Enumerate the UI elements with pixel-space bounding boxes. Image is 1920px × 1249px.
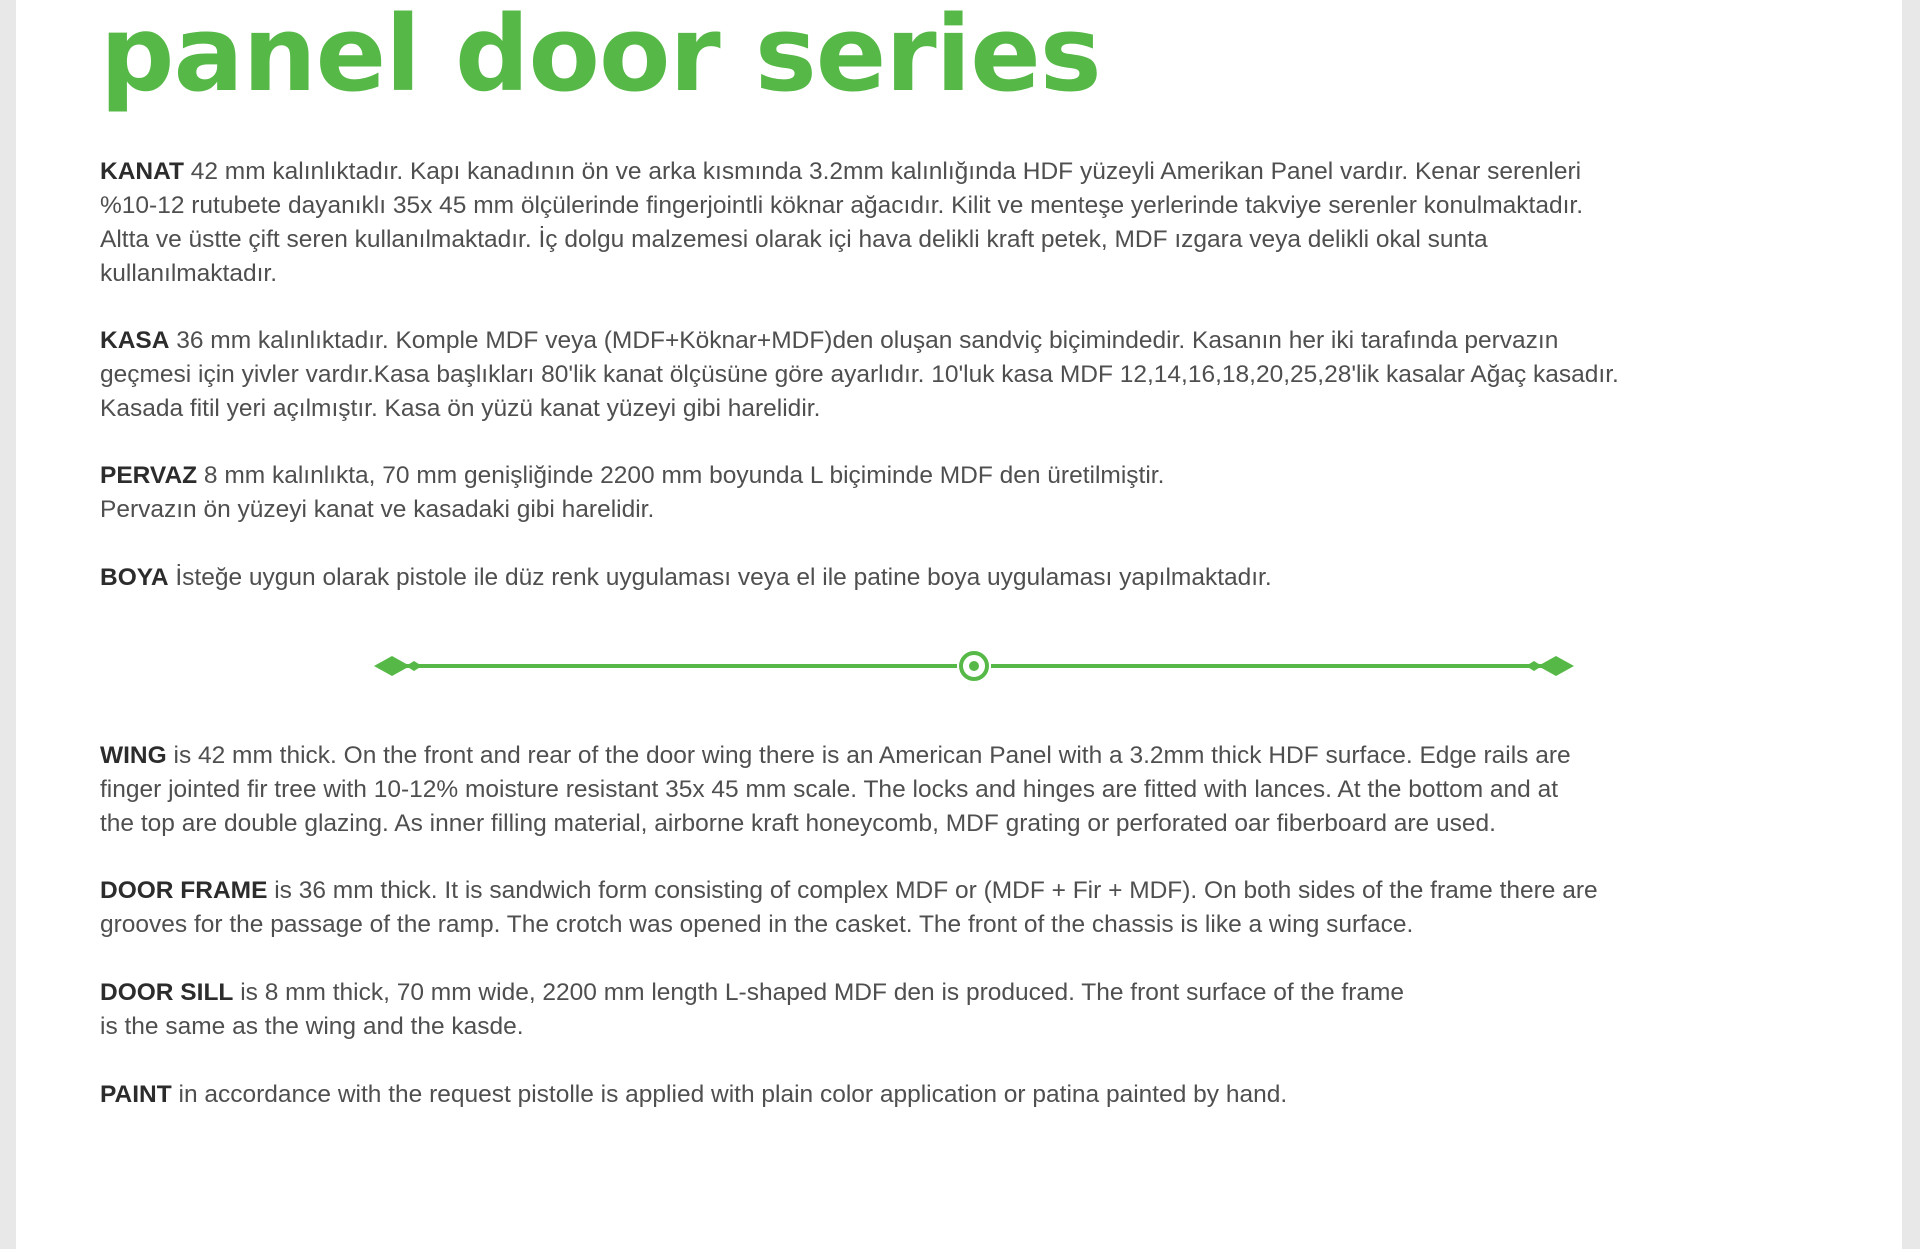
- section-line: 36 mm kalınlıktadır. Komple MDF veya (MDF+Köknar+MDF)den oluşan sandviç biçimindedir. Kasanın her iki tarafında pervazın: [169, 327, 1559, 354]
- page-title: panel door series: [100, 0, 1101, 115]
- section-wing: [100, 739, 1820, 841]
- section-line: İsteğe uygun olarak pistole ile düz renk uygulaması veya el ile patine boya uygulaması yapılmaktadır.: [168, 564, 1272, 591]
- document-page: [16, 0, 1902, 1249]
- section-term: BOYA: [100, 564, 169, 591]
- section-term: KASA: [100, 327, 170, 354]
- divider-circle-inner: [969, 661, 979, 671]
- section-line: grooves for the passage of the ramp. The crotch was opened in the casket. The front of the chassis is like a wing surface.: [100, 911, 1414, 938]
- section-line: Pervazın ön yüzeyi kanat ve kasadaki gibi harelidir.: [100, 496, 655, 523]
- section-door-sill: [100, 976, 1820, 1044]
- section-line: is 42 mm thick. On the front and rear of the door wing there is an American Panel with a 3.2mm thick HDF surface. Edge rails are: [166, 742, 1571, 769]
- section-kasa: [100, 324, 1820, 426]
- section-paint: [100, 1078, 1820, 1112]
- divider-diamond-right: [1538, 656, 1574, 676]
- section-term: DOOR SILL: [100, 979, 234, 1006]
- ornamental-divider: [370, 648, 1578, 684]
- section-line: geçmesi için yivler vardır.Kasa başlıkları 80'lik kanat ölçüsüne göre ayarlıdır. 10'luk kasa MDF 12,14,16,18,20,25,28'lik kasalar Ağaç kasadır.: [100, 361, 1619, 388]
- section-term: KANAT: [100, 158, 184, 185]
- section-door-frame: [100, 874, 1820, 942]
- section-term: DOOR FRAME: [100, 877, 268, 904]
- section-line: is 36 mm thick. It is sandwich form consisting of complex MDF or (MDF + Fir + MDF). On both sides of the frame there are: [267, 877, 1598, 904]
- section-line: 8 mm kalınlıkta, 70 mm genişliğinde 2200 mm boyunda L biçiminde MDF den üretilmiştir.: [197, 462, 1165, 489]
- section-line: the top are double glazing. As inner filling material, airborne kraft honeycomb, MDF grating or perforated oar fiberboard are used.: [100, 810, 1496, 837]
- section-kanat: [100, 155, 1820, 291]
- section-term: WING: [100, 742, 167, 769]
- section-term: PERVAZ: [100, 462, 198, 489]
- section-line: %10-12 rutubete dayanıklı 35x 45 mm ölçülerinde fingerjointli köknar ağacıdır. Kilit ve menteşe yerlerinde takviye serenler konulmaktadır.: [100, 192, 1584, 219]
- section-line: is the same as the wing and the kasde.: [100, 1013, 524, 1040]
- divider-small-diamond-left: [406, 661, 422, 671]
- section-line: 42 mm kalınlıktadır. Kapı kanadının ön ve arka kısmında 3.2mm kalınlığında HDF yüzeyli Amerikan Panel vardır. Kenar serenleri: [183, 158, 1582, 185]
- divider-small-diamond-right: [1526, 661, 1542, 671]
- section-line: finger jointed fir tree with 10-12% moisture resistant 35x 45 mm scale. The locks and hinges are fitted with lances. At the bottom and at: [100, 776, 1559, 803]
- section-line: in accordance with the request pistolle is applied with plain color application or patina painted by hand.: [171, 1081, 1288, 1108]
- section-line: Altta ve üstte çift seren kullanılmaktadır. İç dolgu malzemesi olarak içi hava delikli kraft petek, MDF ızgara veya delikli okal sunta: [100, 226, 1488, 253]
- section-boya: [100, 561, 1820, 595]
- section-pervaz: [100, 459, 1820, 527]
- section-line: kullanılmaktadır.: [100, 260, 278, 287]
- section-line: Kasada fitil yeri açılmıştır. Kasa ön yüzü kanat yüzeyi gibi harelidir.: [100, 395, 821, 422]
- section-term: PAINT: [100, 1081, 172, 1108]
- section-line: is 8 mm thick, 70 mm wide, 2200 mm length L-shaped MDF den is produced. The front surface of the frame: [233, 979, 1405, 1006]
- divider-diamond-left: [374, 656, 410, 676]
